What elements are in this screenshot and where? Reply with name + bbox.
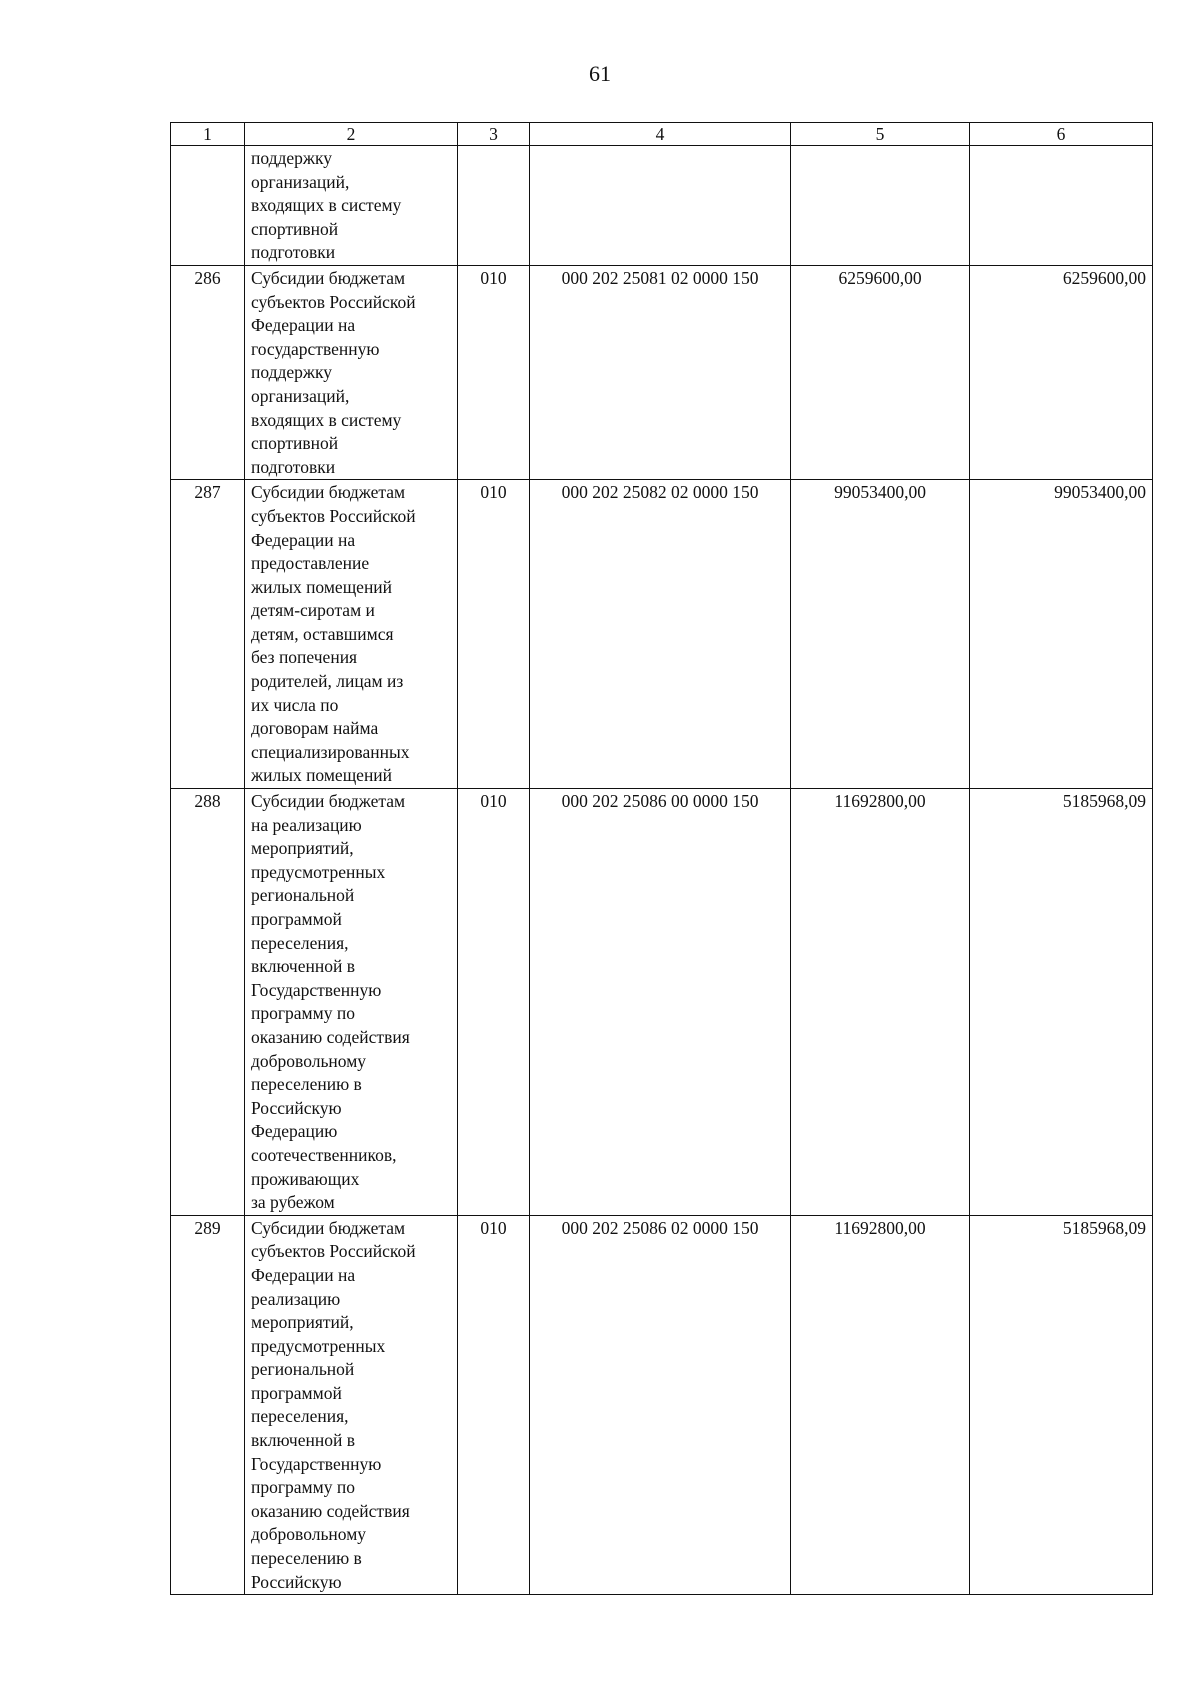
- admin-code-cell: 010: [458, 265, 530, 479]
- admin-code-cell: 010: [458, 789, 530, 1216]
- description-line: государственную: [251, 338, 380, 359]
- description-line: их числа по: [251, 694, 339, 715]
- column-header-5: 5: [791, 123, 970, 146]
- description-line: программу по: [251, 1003, 355, 1024]
- description-line: мероприятий,: [251, 1312, 354, 1333]
- amount-exec-cell: [970, 146, 1153, 266]
- description-line: переселению в: [251, 1074, 362, 1095]
- description-line: без попечения: [251, 647, 358, 668]
- description-line: спортивной: [251, 218, 339, 239]
- description-line: за рубежом: [251, 1192, 335, 1213]
- budget-code-cell: [530, 146, 791, 266]
- amount-plan-cell: 6259600,00: [791, 265, 970, 479]
- header-row: [171, 123, 1153, 146]
- amount-exec-cell: 99053400,00: [970, 480, 1153, 789]
- description-cell: [245, 480, 458, 789]
- description-line: Федерации на: [251, 529, 356, 550]
- description-line: включенной в: [251, 956, 355, 977]
- description-line: программой: [251, 1382, 342, 1403]
- description-line: мероприятий,: [251, 838, 354, 859]
- budget-table: [170, 122, 1153, 1595]
- description-line: переселению в: [251, 1548, 362, 1569]
- description-line: включенной в: [251, 1430, 355, 1451]
- description-line: организаций,: [251, 385, 350, 406]
- description-line: оказанию содействия: [251, 1026, 410, 1047]
- description-line: Субсидии бюджетам: [251, 1217, 406, 1238]
- amount-plan-cell: [791, 146, 970, 266]
- description-line: Российскую: [251, 1097, 342, 1118]
- description-line: реализацию: [251, 1288, 341, 1309]
- row-number-cell: [171, 146, 245, 266]
- amount-exec-cell: 5185968,09: [970, 789, 1153, 1216]
- description-line: детям-сиротам и: [251, 600, 375, 621]
- budget-code-cell: 000 202 25086 00 0000 150: [530, 789, 791, 1216]
- description-line: Государственную: [251, 1453, 382, 1474]
- description-line: входящих в систему: [251, 409, 402, 430]
- column-header-6: 6: [970, 123, 1153, 146]
- amount-exec-cell: 5185968,09: [970, 1215, 1153, 1595]
- description-line: переселения,: [251, 932, 349, 953]
- table-row: [171, 1215, 1153, 1595]
- amount-exec-cell: 6259600,00: [970, 265, 1153, 479]
- description-line: входящих в систему: [251, 195, 402, 216]
- description-line: субъектов Российской: [251, 291, 416, 312]
- admin-code-cell: 010: [458, 480, 530, 789]
- description-line: Государственную: [251, 979, 382, 1000]
- column-header-4: 4: [530, 123, 791, 146]
- table-body: [171, 146, 1153, 1595]
- row-number-cell: 286: [171, 265, 245, 479]
- row-number-cell: 287: [171, 480, 245, 789]
- table-row: [171, 480, 1153, 789]
- description-line: Федерации на: [251, 315, 356, 336]
- description-line: спортивной: [251, 433, 339, 454]
- table-row: [171, 146, 1153, 266]
- description-line: Федерацию: [251, 1121, 338, 1142]
- description-line: на реализацию: [251, 814, 362, 835]
- description-line: Федерации на: [251, 1264, 356, 1285]
- description-line: Российскую: [251, 1571, 342, 1592]
- description-line: поддержку: [251, 148, 333, 168]
- admin-code-cell: 010: [458, 1215, 530, 1595]
- description-line: соотечественников,: [251, 1144, 397, 1165]
- description-line: жилых помещений: [251, 576, 393, 597]
- description-line: добровольному: [251, 1050, 367, 1071]
- description-line: предоставление: [251, 553, 370, 574]
- description-line: предусмотренных: [251, 1335, 386, 1356]
- description-line: региональной: [251, 1359, 355, 1380]
- description-line: оказанию содействия: [251, 1500, 410, 1521]
- description-line: добровольному: [251, 1524, 367, 1545]
- description-line: программой: [251, 909, 342, 929]
- description-line: программу по: [251, 1477, 355, 1498]
- amount-plan-cell: 11692800,00: [791, 789, 970, 1216]
- column-header-1: 1: [171, 123, 245, 146]
- description-cell: [245, 265, 458, 479]
- budget-code-cell: 000 202 25082 02 0000 150: [530, 480, 791, 789]
- page-number: 61: [589, 61, 611, 86]
- row-number-cell: 288: [171, 789, 245, 1216]
- column-header-2: 2: [245, 123, 458, 146]
- description-line: переселения,: [251, 1406, 349, 1427]
- description-line: субъектов Российской: [251, 505, 416, 526]
- description-line: Субсидии бюджетам: [251, 482, 406, 503]
- description-cell: [245, 789, 458, 1216]
- description-line: субъектов Российской: [251, 1241, 416, 1262]
- description-line: предусмотренных: [251, 861, 386, 882]
- description-line: подготовки: [251, 242, 336, 263]
- description-line: проживающих: [251, 1168, 360, 1189]
- description-line: подготовки: [251, 456, 336, 477]
- description-line: специализированных: [251, 741, 410, 762]
- column-header-3: 3: [458, 123, 530, 146]
- description-line: детям, оставшимся: [251, 623, 394, 644]
- budget-code-cell: 000 202 25086 02 0000 150: [530, 1215, 791, 1595]
- description-line: договорам найма: [251, 718, 379, 739]
- admin-code-cell: [458, 146, 530, 266]
- description-line: региональной: [251, 885, 355, 906]
- table-row: [171, 265, 1153, 479]
- amount-plan-cell: 11692800,00: [791, 1215, 970, 1595]
- table-row: [171, 789, 1153, 1216]
- description-line: жилых помещений: [251, 765, 393, 786]
- description-line: родителей, лицам из: [251, 671, 404, 692]
- amount-plan-cell: 99053400,00: [791, 480, 970, 789]
- description-line: Субсидии бюджетам: [251, 267, 406, 288]
- description-line: Субсидии бюджетам: [251, 791, 406, 812]
- description-line: организаций,: [251, 171, 350, 192]
- budget-code-cell: 000 202 25081 02 0000 150: [530, 265, 791, 479]
- description-cell: [245, 1215, 458, 1595]
- description-cell: [245, 146, 458, 266]
- description-line: поддержку: [251, 362, 333, 383]
- row-number-cell: 289: [171, 1215, 245, 1595]
